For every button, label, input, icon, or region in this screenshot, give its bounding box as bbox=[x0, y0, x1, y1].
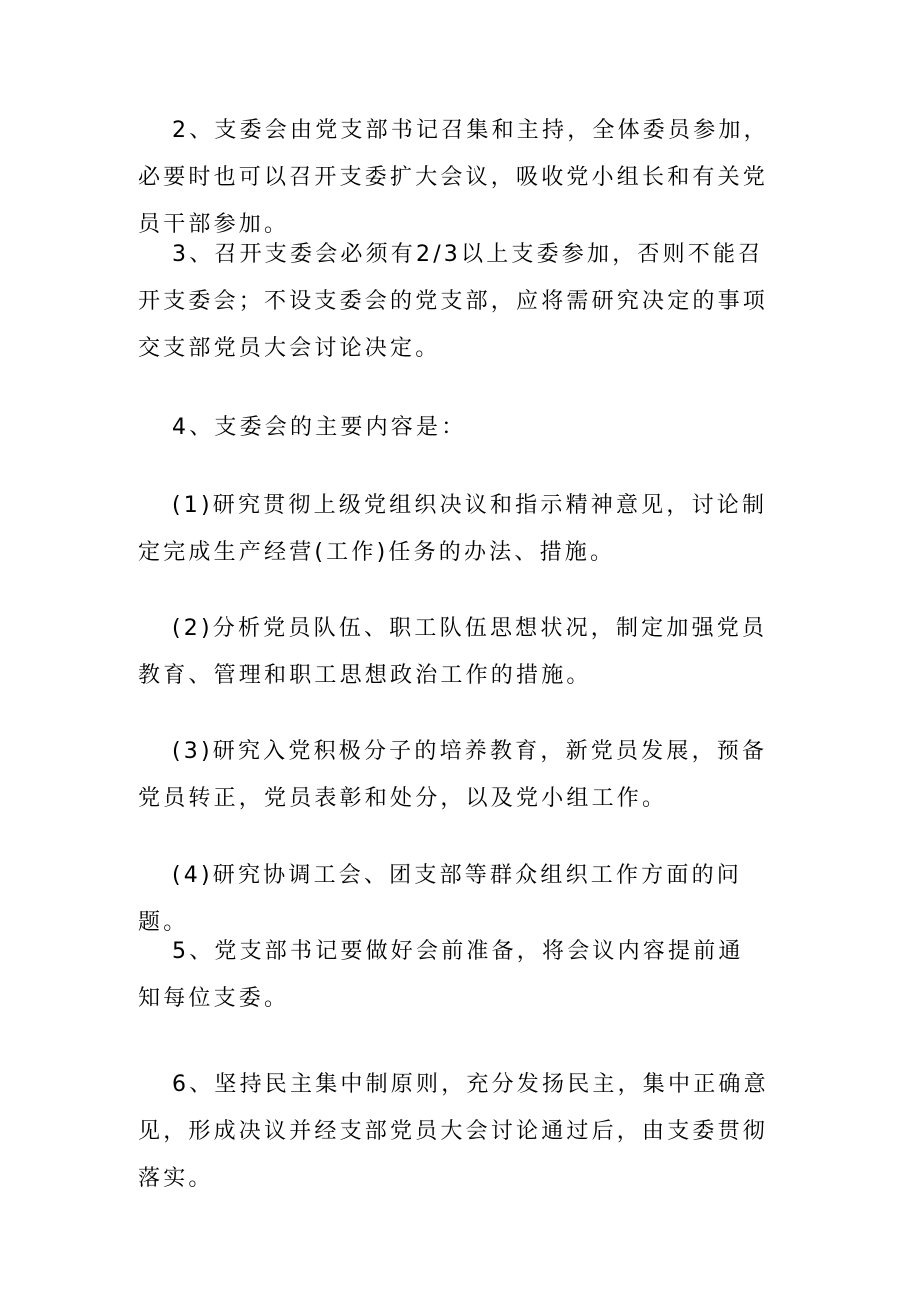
paragraph-item-3: 3、召开支委会必须有2/3以上支委参加，否则不能召开支委会；不设支委会的党支部，应将需研究决定的事项交支部党员大会讨论决定。 bbox=[138, 242, 769, 361]
paragraph-item-6: 6、坚持民主集中制原则，充分发扬民主，集中正确意见，形成决议并经支部党员大会讨论通过后，由支委贯彻落实。 bbox=[138, 1072, 769, 1191]
paragraph-item-2: 2、支委会由党支部书记召集和主持，全体委员参加，必要时也可以召开支委扩大会议，吸收党小组长和有关党员干部参加。 bbox=[138, 118, 769, 237]
paragraph-subitem-4: (4)研究协调工会、团支部等群众组织工作方面的问题。 bbox=[138, 863, 742, 935]
paragraph-subitem-1: (1)研究贯彻上级党组织决议和指示精神意见，讨论制定完成生产经营(工作)任务的办法、措施。 bbox=[138, 493, 768, 565]
paragraph-subitem-2: (2)分析党员队伍、职工队伍思想状况，制定加强党员教育、管理和职工思想政治工作的措施。 bbox=[138, 616, 768, 688]
paragraph-item-4: 4、支委会的主要内容是： bbox=[172, 415, 467, 440]
paragraph-subitem-3: (3)研究入党积极分子的培养教育，新党员发展，预备党员转正，党员表彰和处分，以及党小组工作。 bbox=[138, 739, 768, 811]
paragraph-item-5: 5、党支部书记要做好会前准备，将会议内容提前通知每位支委。 bbox=[138, 939, 744, 1011]
